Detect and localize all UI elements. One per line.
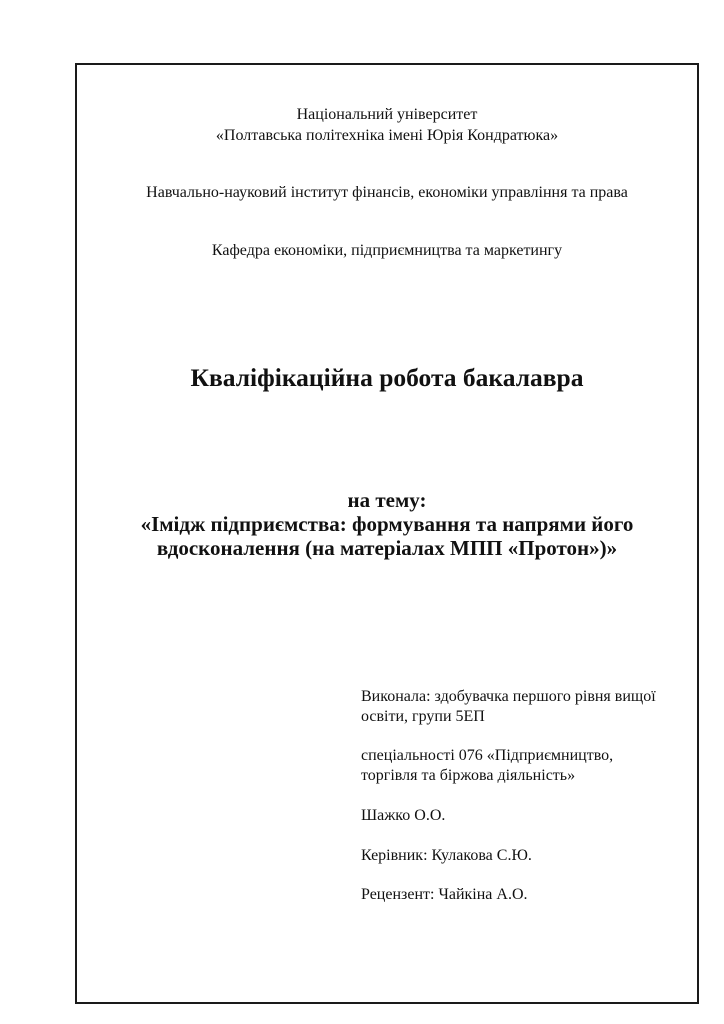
specialty-line2: торгівля та біржова діяльність»: [361, 767, 576, 784]
performed-by-line2: освіти, групи 5ЕП: [361, 708, 485, 725]
university-name-line2: «Полтавська політехніка імені Юрія Кондратюка»: [215, 127, 559, 144]
work-type-title: Кваліфікаційна робота бакалавра: [190, 363, 584, 392]
topic-title-line1: «Імідж підприємства: формування та напрями його: [140, 512, 634, 536]
supervisor: Керівник: Кулакова С.Ю.: [361, 847, 532, 864]
university-name-line1: Національний університет: [296, 106, 478, 123]
reviewer: Рецензент: Чайкіна А.О.: [361, 886, 528, 903]
department-name: Кафедра економіки, підприємництва та маркетингу: [211, 242, 563, 259]
student-name: Шажко О.О.: [361, 807, 446, 824]
institute-name: Навчально-науковий інститут фінансів, економіки управління та права: [146, 184, 628, 201]
specialty-line1: спеціальності 076 «Підприємництво,: [361, 747, 614, 764]
performed-by-line1: Виконала: здобувачка першого рівня вищої: [361, 688, 656, 705]
topic-title-line2: вдосконалення (на матеріалах МПП «Протон»)»: [156, 536, 618, 560]
topic-label: на тему:: [347, 488, 427, 512]
